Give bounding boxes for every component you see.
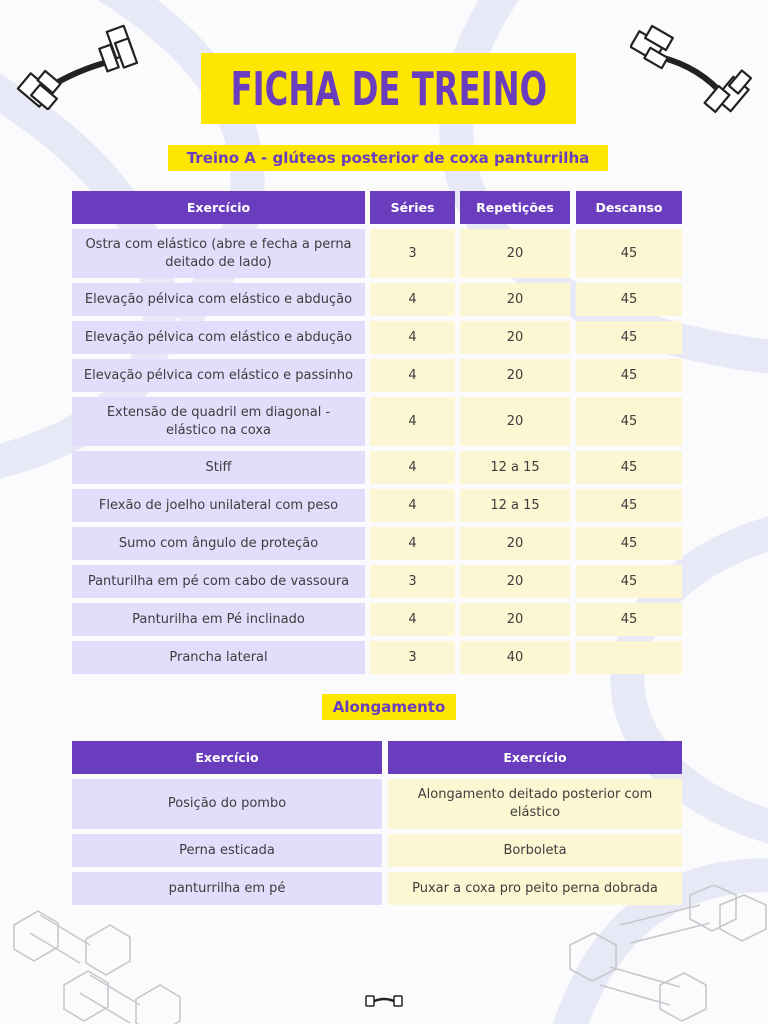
value-cell: 4 (370, 527, 455, 560)
value-cell: 3 (370, 565, 455, 598)
exercise-cell: Sumo com ângulo de proteção (72, 527, 365, 560)
stretch-cell: Borboleta (388, 834, 682, 867)
stretch-cell: Posição do pombo (72, 779, 382, 829)
value-cell: 45 (576, 229, 682, 278)
exercise-cell: Stiff (72, 451, 365, 484)
stretch-cell: Perna esticada (72, 834, 382, 867)
stretch-cell: Alongamento deitado posterior com elástico (388, 779, 682, 829)
value-cell: 45 (576, 451, 682, 484)
value-cell: 3 (370, 229, 455, 278)
exercise-cell: Elevação pélvica com elástico e abdução (72, 283, 365, 316)
stretch-title: Alongamento (322, 694, 456, 720)
value-cell: 45 (576, 527, 682, 560)
exercise-cell: Panturilha em Pé inclinado (72, 603, 365, 636)
table-header: Descanso (576, 191, 682, 224)
value-cell: 45 (576, 603, 682, 636)
table-header: Exercício (72, 191, 365, 224)
exercise-cell: Prancha lateral (72, 641, 365, 674)
stretch-cell: panturrilha em pé (72, 872, 382, 905)
value-cell: 20 (460, 565, 570, 598)
exercise-cell: Ostra com elástico (abre e fecha a perna deitado de lado) (72, 229, 365, 278)
value-cell: 20 (460, 229, 570, 278)
stretch-cell: Puxar a coxa pro peito perna dobrada (388, 872, 682, 905)
value-cell: 4 (370, 603, 455, 636)
value-cell: 45 (576, 397, 682, 446)
value-cell: 4 (370, 283, 455, 316)
dumbbell-icon (630, 22, 755, 117)
value-cell: 4 (370, 359, 455, 392)
title-banner (201, 53, 576, 124)
exercise-cell: Flexão de joelho unilateral com peso (72, 489, 365, 522)
dumbbell-icon (364, 990, 404, 1010)
value-cell: 4 (370, 451, 455, 484)
dumbbell-icon (15, 20, 140, 110)
page-title: FICHA DE TREINO (230, 61, 547, 116)
value-cell: 20 (460, 527, 570, 560)
value-cell: 12 a 15 (460, 451, 570, 484)
table-header: Exercício (388, 741, 682, 774)
exercise-cell: Elevação pélvica com elástico e passinho (72, 359, 365, 392)
value-cell: 20 (460, 397, 570, 446)
dumbbell-icon (560, 885, 768, 1024)
value-cell: 4 (370, 397, 455, 446)
value-cell: 20 (460, 283, 570, 316)
value-cell: 4 (370, 489, 455, 522)
value-cell: 45 (576, 489, 682, 522)
value-cell: 12 a 15 (460, 489, 570, 522)
value-cell: 45 (576, 321, 682, 354)
workout-subtitle: Treino A - glúteos posterior de coxa panturrilha (168, 145, 608, 171)
value-cell: 20 (460, 603, 570, 636)
value-cell (576, 641, 682, 674)
exercise-cell: Panturilha em pé com cabo de vassoura (72, 565, 365, 598)
value-cell: 20 (460, 359, 570, 392)
value-cell: 3 (370, 641, 455, 674)
table-header: Exercício (72, 741, 382, 774)
value-cell: 40 (460, 641, 570, 674)
table-header: Séries (370, 191, 455, 224)
value-cell: 45 (576, 359, 682, 392)
exercise-cell: Elevação pélvica com elástico e abdução (72, 321, 365, 354)
exercise-cell: Extensão de quadril em diagonal - elástico na coxa (72, 397, 365, 446)
table-header: Repetições (460, 191, 570, 224)
value-cell: 45 (576, 283, 682, 316)
value-cell: 20 (460, 321, 570, 354)
value-cell: 4 (370, 321, 455, 354)
value-cell: 45 (576, 565, 682, 598)
dumbbell-icon (0, 895, 220, 1024)
